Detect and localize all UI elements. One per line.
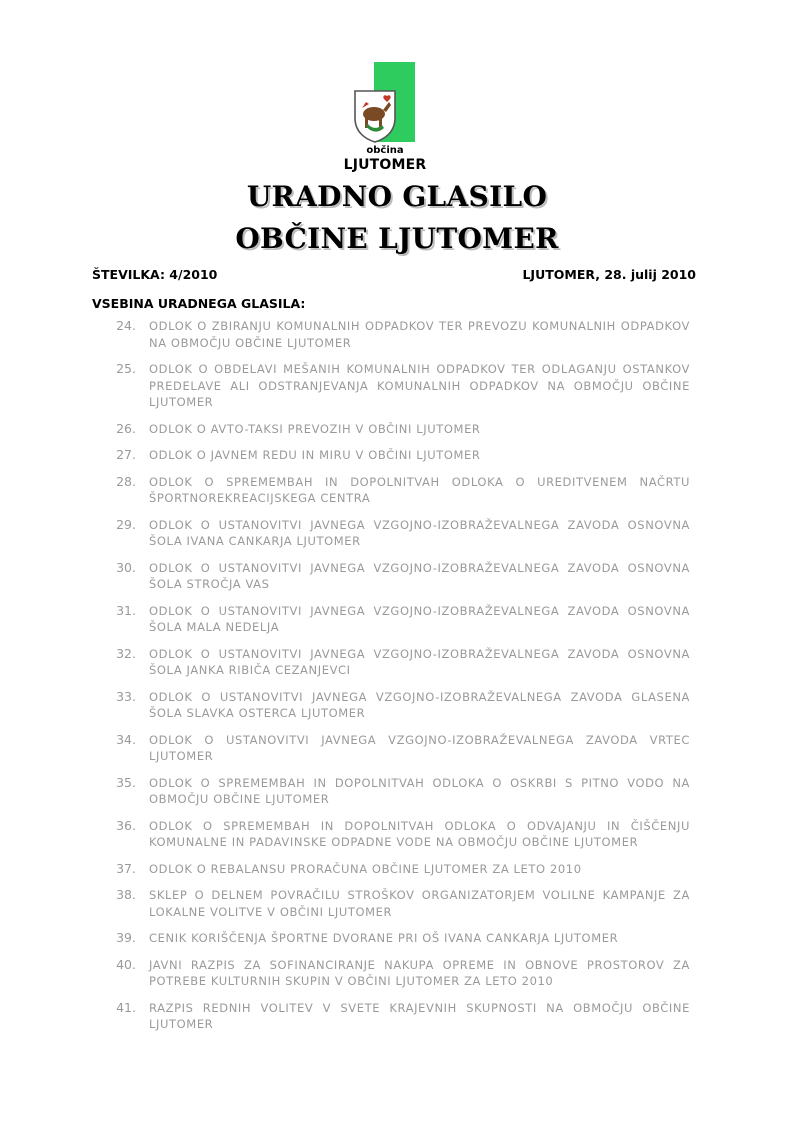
toc-item-number: 37. bbox=[116, 860, 136, 876]
toc-item-number: 34. bbox=[116, 731, 136, 747]
toc-item bbox=[92, 603, 694, 636]
table-of-contents bbox=[92, 318, 694, 1043]
gazette-title-line1: URADNO GLASILO bbox=[246, 180, 548, 213]
issue-number: ŠTEVILKA: 4/2010 bbox=[92, 267, 218, 282]
toc-item bbox=[92, 421, 694, 438]
toc-item-number: 28. bbox=[116, 473, 136, 489]
toc-item-text: ODLOK O USTANOVITVI JAVNEGA VZGOJNO-IZOBRAŽEVALNEGA ZAVODA OSNOVNA ŠOLA IVANA CANKARJA LJUTOMER bbox=[149, 517, 690, 548]
toc-item-number: 31. bbox=[116, 602, 136, 618]
toc-item-text: ODLOK O ZBIRANJU KOMUNALNIH ODPADKOV TER PREVOZU KOMUNALNIH ODPADKOV NA OBMOČJU OBČINE LJUTOMER bbox=[149, 319, 690, 350]
logo-label-small: občina bbox=[366, 145, 404, 156]
toc-item-text: ODLOK O OBDELAVI MEŠANIH KOMUNALNIH ODPADKOV TER ODLAGANJU OSTANKOV PREDELAVE ALI ODSTRANJEVANJA KOMUNALNIH ODPADKOV NA OBMOČJU OBČINE LJUTOMER bbox=[149, 362, 690, 409]
toc-item bbox=[92, 361, 694, 411]
toc-item-text: ODLOK O AVTO-TAKSI PREVOZIH V OBČINI LJUTOMER bbox=[149, 421, 481, 436]
place-date: LJUTOMER, 28. julij 2010 bbox=[522, 267, 696, 282]
toc-item-text: ODLOK O SPREMEMBAH IN DOPOLNITVAH ODLOKA O UREDITVENEM NAČRTU ŠPORTNOREKREACIJSKEGA CENTRA bbox=[149, 474, 690, 505]
toc-item-number: 40. bbox=[116, 956, 136, 972]
toc-item-number: 35. bbox=[116, 774, 136, 790]
toc-item bbox=[92, 732, 694, 765]
toc-item-text: RAZPIS REDNIH VOLITEV V SVETE KRAJEVNIH SKUPNOSTI NA OBMOČJU OBČINE LJUTOMER bbox=[149, 1000, 690, 1031]
toc-item-text: ODLOK O USTANOVITVI JAVNEGA VZGOJNO-IZOBRAŽEVALNEGA ZAVODA OSNOVNA ŠOLA STROČJA VAS bbox=[149, 560, 690, 591]
toc-item-text: ODLOK O USTANOVITVI JAVNEGA VZGOJNO-IZOBRAŽEVALNEGA ZAVODA OSNOVNA ŠOLA JANKA RIBIČA CEZANJEVCI bbox=[149, 646, 690, 677]
toc-item bbox=[92, 887, 694, 920]
toc-item-text: ODLOK O USTANOVITVI JAVNEGA VZGOJNO-IZOBRAŽEVALNEGA ZAVODA VRTEC LJUTOMER bbox=[149, 732, 690, 763]
toc-item bbox=[92, 474, 694, 507]
toc-item bbox=[92, 689, 694, 722]
toc-item-text: JAVNI RAZPIS ZA SOFINANCIRANJE NAKUPA OPREME IN OBNOVE PROSTOROV ZA POTREBE KULTURNIH SKUPIN V OBČINI LJUTOMER ZA LETO 2010 bbox=[149, 957, 690, 988]
toc-item bbox=[92, 517, 694, 550]
toc-item-number: 32. bbox=[116, 645, 136, 661]
toc-item bbox=[92, 318, 694, 351]
toc-item bbox=[92, 560, 694, 593]
toc-item-text: ODLOK O SPREMEMBAH IN DOPOLNITVAH ODLOKA O OSKRBI S PITNO VODO NA OBMOČJU OBČINE LJUTOMER bbox=[149, 775, 690, 806]
toc-item-text: ODLOK O REBALANSU PRORAČUNA OBČINE LJUTOMER ZA LETO 2010 bbox=[149, 861, 582, 876]
toc-item-number: 29. bbox=[116, 516, 136, 532]
toc-item-text: ODLOK O USTANOVITVI JAVNEGA VZGOJNO-IZOBRAŽEVALNEGA ZAVODA OSNOVNA ŠOLA MALA NEDELJA bbox=[149, 603, 690, 634]
toc-item-number: 25. bbox=[116, 361, 136, 376]
toc-item-number: 36. bbox=[116, 817, 136, 833]
toc-item-text: CENIK KORIŠČENJA ŠPORTNE DVORANE PRI OŠ IVANA CANKARJA LJUTOMER bbox=[149, 931, 619, 945]
logo-label-town: LJUTOMER bbox=[343, 157, 427, 173]
municipality-logo bbox=[343, 62, 427, 174]
gazette-title-line2: OBČINE LJUTOMER bbox=[235, 222, 559, 255]
toc-item-text: ODLOK O JAVNEM REDU IN MIRU V OBČINI LJUTOMER bbox=[149, 448, 481, 462]
toc-item-text: ODLOK O SPREMEMBAH IN DOPOLNITVAH ODLOKA O ODVAJANJU IN ČIŠČENJU KOMUNALNE IN PADAVINSKE ODPADNE VODE NA OBMOČJU OBČINE LJUTOMER bbox=[149, 818, 690, 849]
toc-item-number: 24. bbox=[116, 318, 136, 333]
toc-item bbox=[92, 646, 694, 679]
toc-item bbox=[92, 447, 694, 464]
toc-item-number: 30. bbox=[116, 559, 136, 575]
toc-item bbox=[92, 957, 694, 990]
coat-of-arms-icon bbox=[352, 88, 398, 144]
toc-item-text: ODLOK O USTANOVITVI JAVNEGA VZGOJNO-IZOBRAŽEVALNEGA ZAVODA GLASENA ŠOLA SLAVKA OSTERCA LJUTOMER bbox=[149, 689, 690, 720]
toc-item-text: SKLEP O DELNEM POVRAČILU STROŠKOV ORGANIZATORJEM VOLILNE KAMPANJE ZA LOKALNE VOLITVE V OBČINI LJUTOMER bbox=[149, 888, 690, 919]
toc-heading: VSEBINA URADNEGA GLASILA: bbox=[92, 296, 306, 311]
toc-item bbox=[92, 1000, 694, 1033]
toc-item-number: 39. bbox=[116, 930, 136, 945]
toc-item-number: 26. bbox=[116, 420, 136, 436]
toc-item bbox=[92, 775, 694, 808]
toc-item bbox=[92, 861, 694, 878]
toc-item-number: 38. bbox=[116, 887, 136, 902]
toc-item bbox=[92, 930, 694, 947]
toc-item bbox=[92, 818, 694, 851]
toc-item-number: 27. bbox=[116, 447, 136, 462]
toc-item-number: 33. bbox=[116, 688, 136, 704]
toc-item-number: 41. bbox=[116, 999, 136, 1015]
